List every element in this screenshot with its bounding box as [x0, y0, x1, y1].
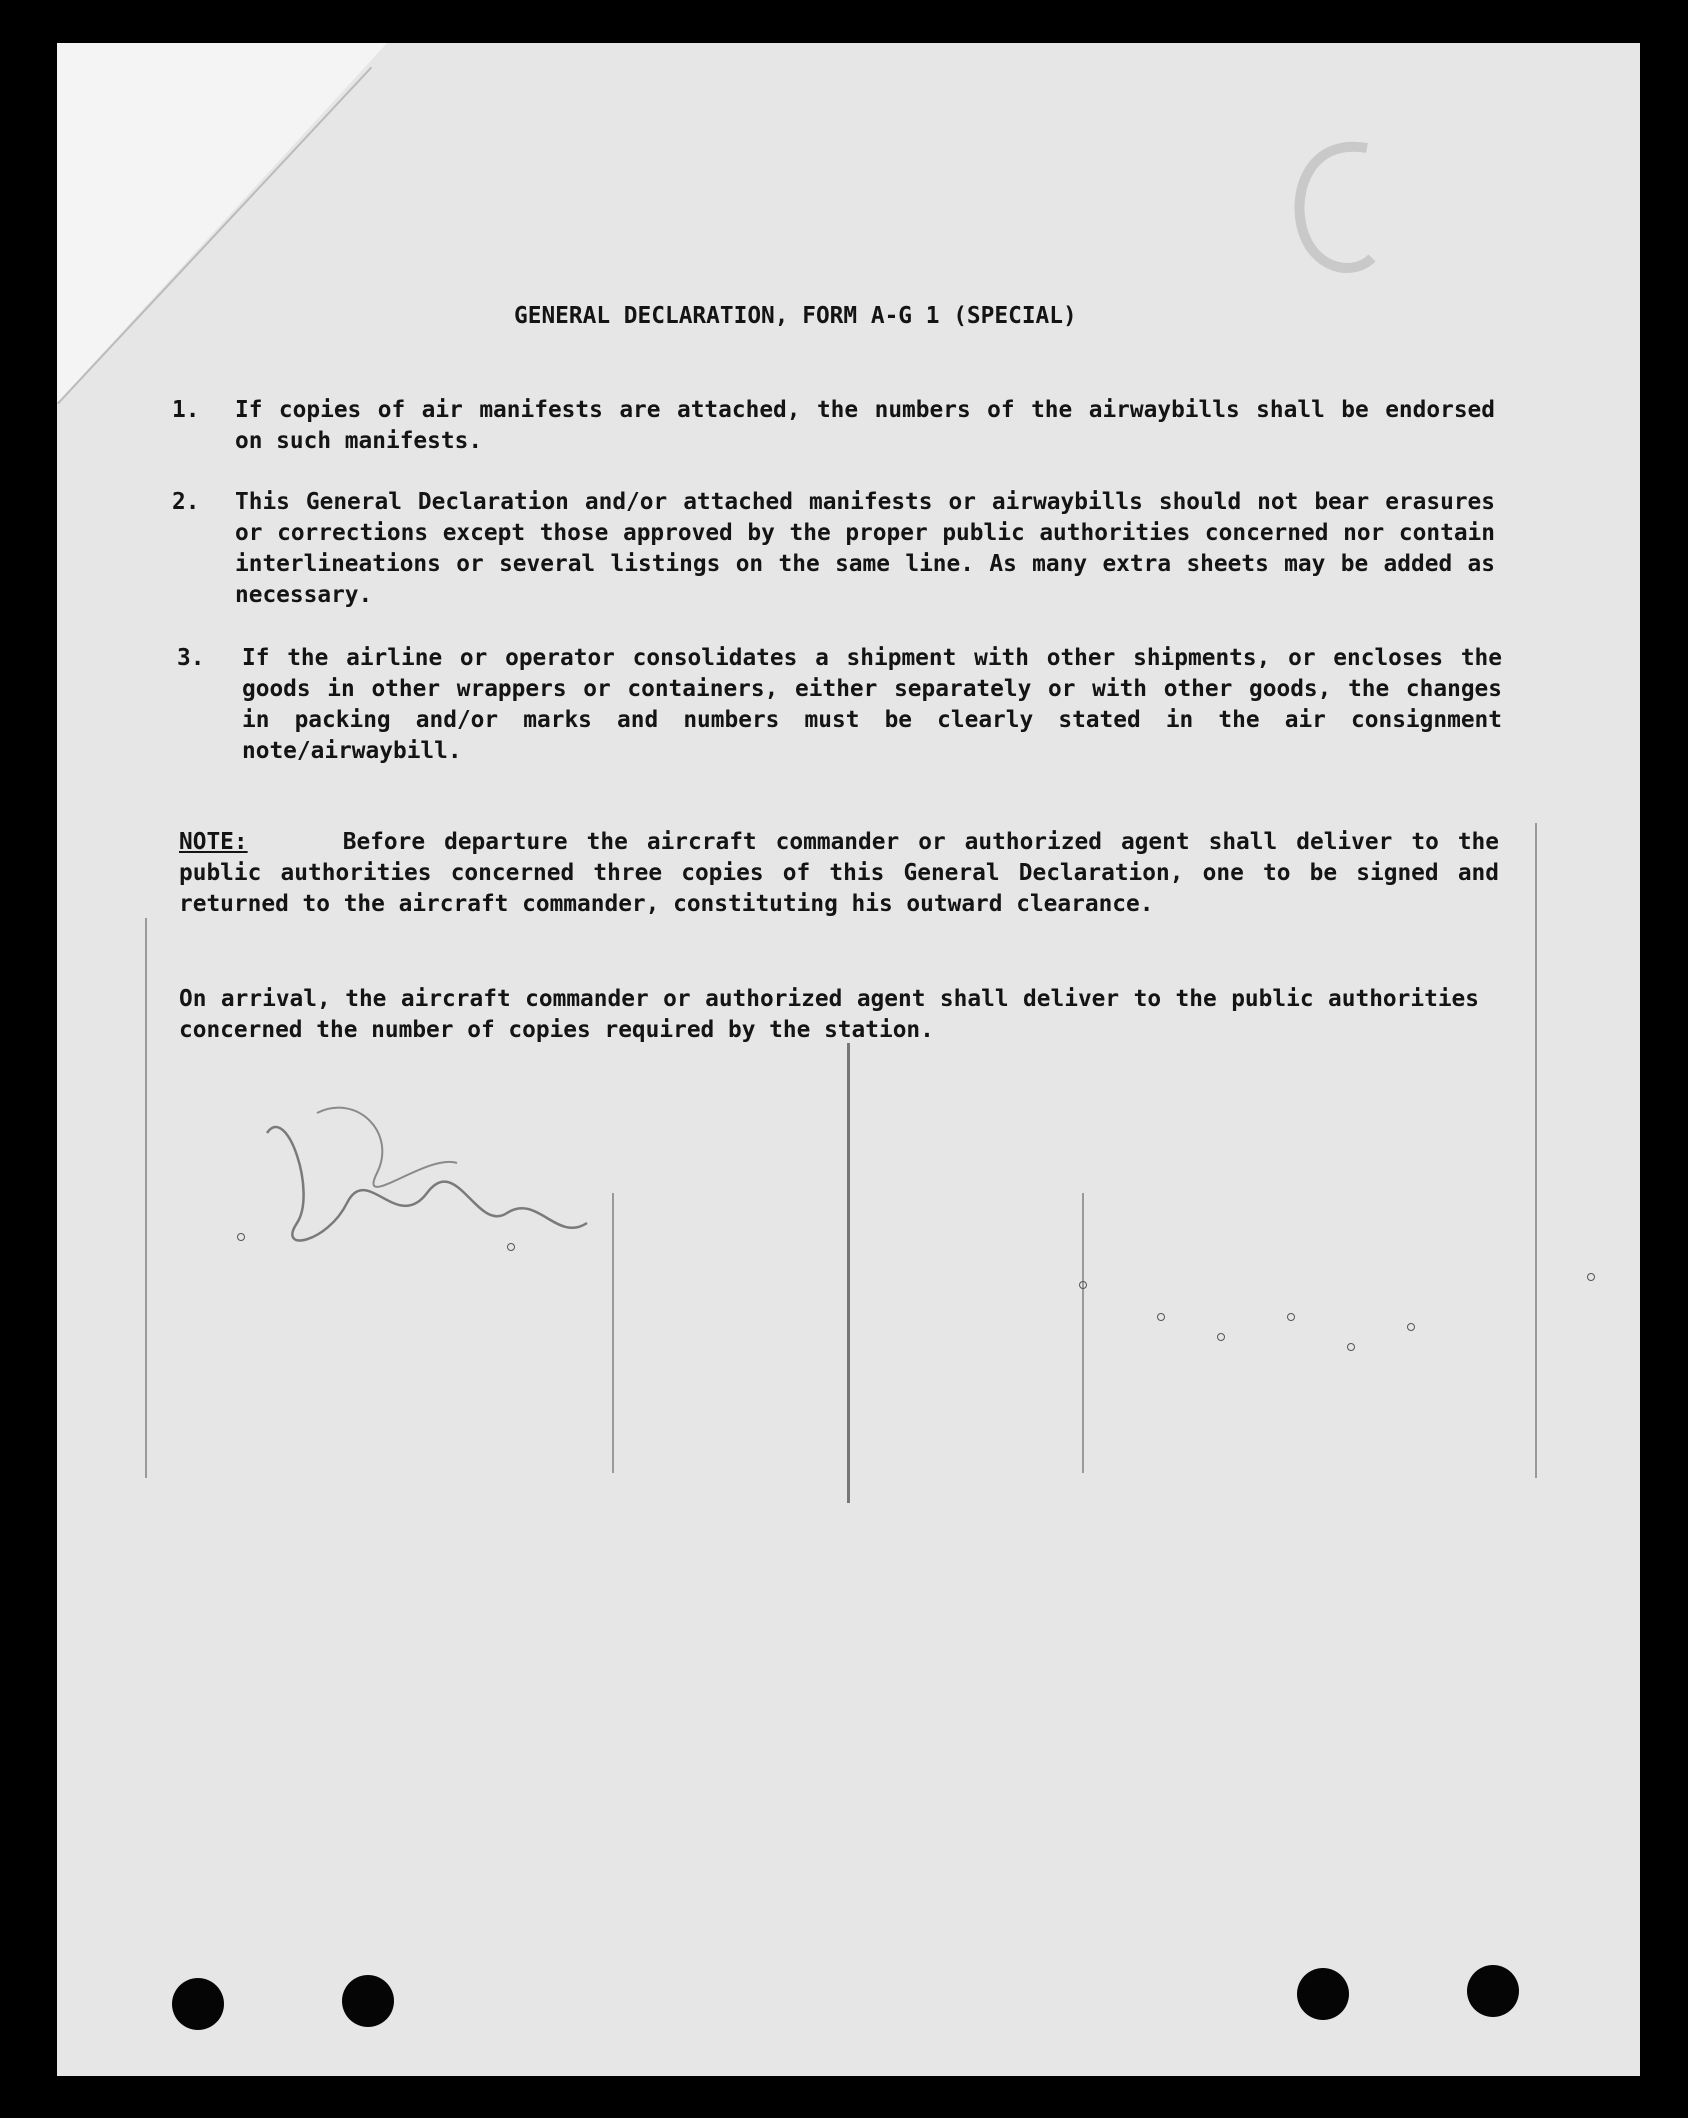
punch-hole: [1467, 1965, 1519, 2017]
note-text: Before departure the aircraft commander or authorized agent shall deliver to the public authorities concerned three copies of this General Declaration, one to be signed and returned to the aircraft commander, constituting his outward clearance.: [179, 829, 1499, 917]
note-paragraph: [179, 827, 1499, 920]
item-number: 3.: [177, 645, 205, 671]
form-border-left: [145, 918, 147, 1478]
bleed-through-stamp-icon: [1272, 128, 1392, 308]
signature-scribble-icon: [257, 1093, 617, 1273]
speck: [1407, 1323, 1415, 1331]
speck: [1157, 1313, 1165, 1321]
item-number: 2.: [172, 489, 200, 515]
form-divider: [1082, 1193, 1084, 1473]
form-border-right: [1535, 823, 1537, 1478]
item-number: 1.: [172, 397, 200, 423]
punch-hole: [342, 1975, 394, 2027]
speck: [1217, 1333, 1225, 1341]
form-divider: [847, 1043, 850, 1503]
speck: [1079, 1281, 1087, 1289]
item-text: This General Declaration and/or attached manifests or airwaybills should not bear erasures or corrections except those approved by the proper public authorities concerned nor contain interlineations or several listings on the same line. As many extra sheets may be added as necessary.: [235, 489, 1495, 608]
punch-hole: [1297, 1968, 1349, 2020]
note-label: NOTE:: [179, 829, 248, 855]
item-text: If the airline or operator consolidates a shipment with other shipments, or encloses the goods in other wrappers or containers, either separately or with other goods, the changes in packing and/or marks and numbers must be clearly stated in the air consignment note/airwaybill.: [242, 645, 1502, 764]
speck: [1287, 1313, 1295, 1321]
speck: [1347, 1343, 1355, 1351]
punch-hole: [172, 1978, 224, 2030]
speck: [1587, 1273, 1595, 1281]
page-title: GENERAL DECLARATION, FORM A-G 1 (SPECIAL): [514, 303, 1077, 329]
item-text: If copies of air manifests are attached, the numbers of the airwaybills shall be endorsed on such manifests.: [235, 397, 1495, 454]
document-page: [57, 43, 1640, 2076]
speck: [507, 1243, 515, 1251]
arrival-paragraph: On arrival, the aircraft commander or authorized agent shall deliver to the public authorities concerned the number of copies required by the station.: [179, 986, 1479, 1043]
speck: [237, 1233, 245, 1241]
